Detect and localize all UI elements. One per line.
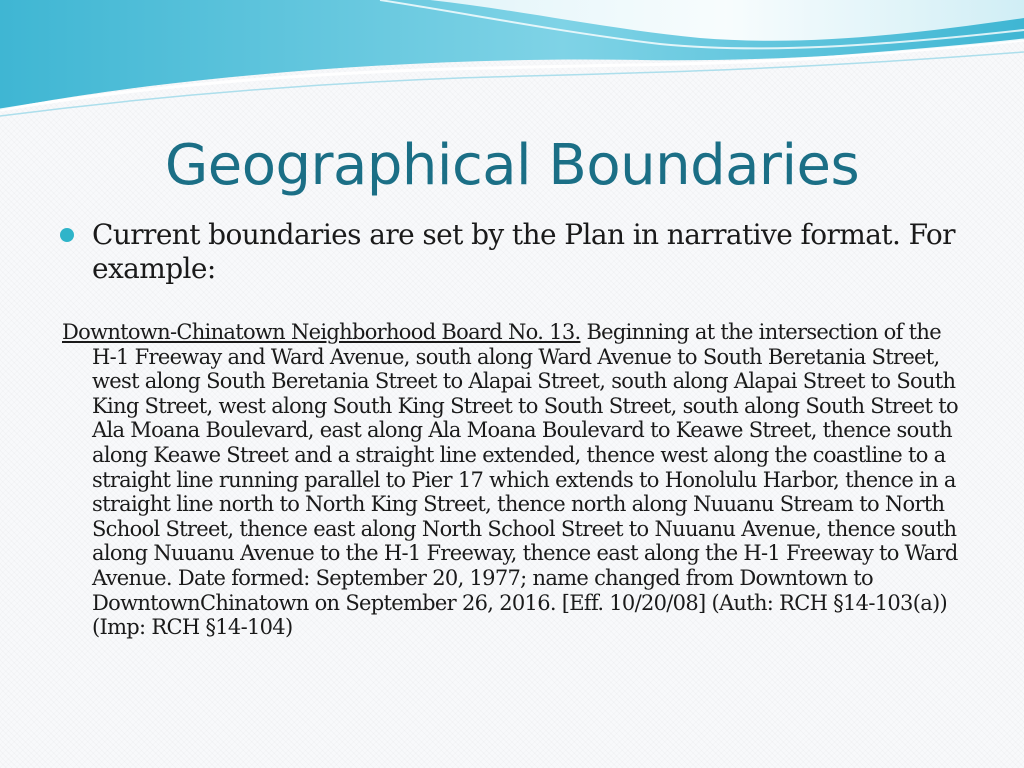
- header-wave-decoration: [0, 0, 1024, 120]
- slide-title: Geographical Boundaries: [164, 133, 860, 198]
- boundary-description: Beginning at the intersection of the H-1 Freeway and Ward Avenue, south along Ward Avenue to South Beretania Street, west along South Beretania Street to Alapai Street, south along Alapai Street to South King Street, west along South King Street to South Street, south along South Street to Ala Moana Boulevard, east along Ala Moana Boulevard to Keawe Street, thence south along Keawe Street and a straight line extended, thence west along the coastline to a straight line running parallel to Pier 17 which extends to Honolulu Harbor, thence in a straight line north to North King Street, thence north along Nuuanu Stream to North School Street, thence east along North School Street to Nuuanu Avenue, thence south along Nuuanu Avenue to the H-1 Freeway, thence east along the H-1 Freeway to Ward Avenue. Date formed: September 20, 1977; name changed from Downtown to DowntownChinatown on September 26, 2016. [Eff. 10/20/08] (Auth: RCH §14-103(a)) (Imp: RCH §14-104): [92, 320, 958, 640]
- board-name: Downtown-Chinatown Neighborhood Board No. 13.: [62, 320, 581, 344]
- bullet-text: Current boundaries are set by the Plan in narrative format. For example:: [92, 218, 955, 285]
- bullet-dot-icon: [60, 228, 74, 242]
- boundary-narrative: [62, 320, 962, 640]
